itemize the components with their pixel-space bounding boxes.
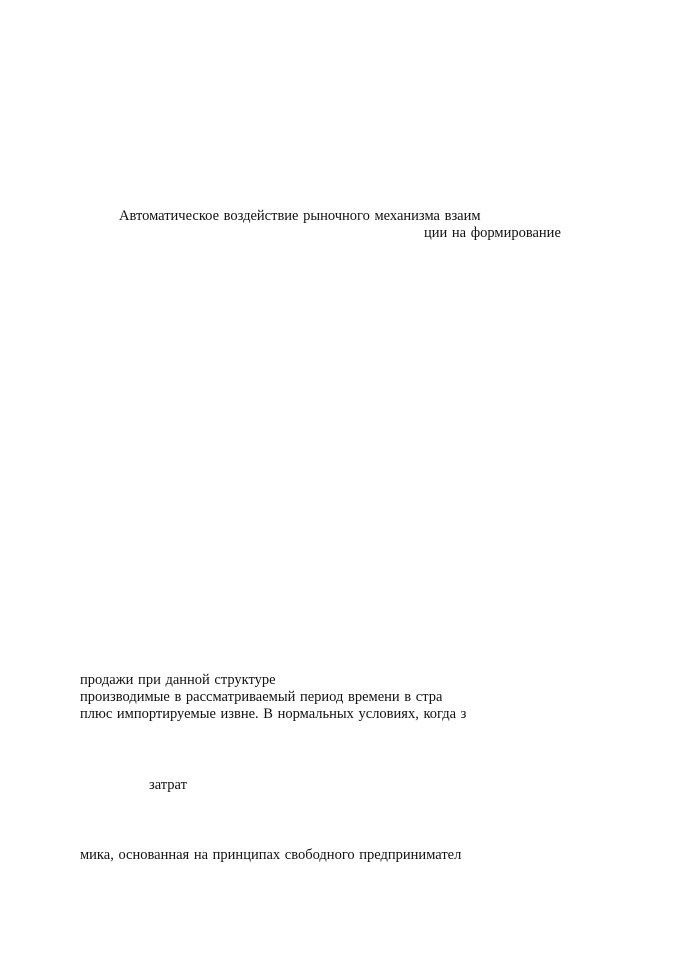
text-line: продажи при данной структуре [80,672,276,688]
text-line-heading: Автоматическое воздействие рыночного механизма взаим [119,208,481,224]
text-line: мика, основанная на принципах свободного предпринимател [80,847,462,863]
text-line: производимые в рассматриваемый период времени в стра [80,689,443,705]
text-line-heading-continuation: ции на формирование [424,225,561,241]
text-line: затрат [149,777,187,793]
text-line: плюс импортируемые извне. В нормальных условиях, когда з [80,706,467,722]
